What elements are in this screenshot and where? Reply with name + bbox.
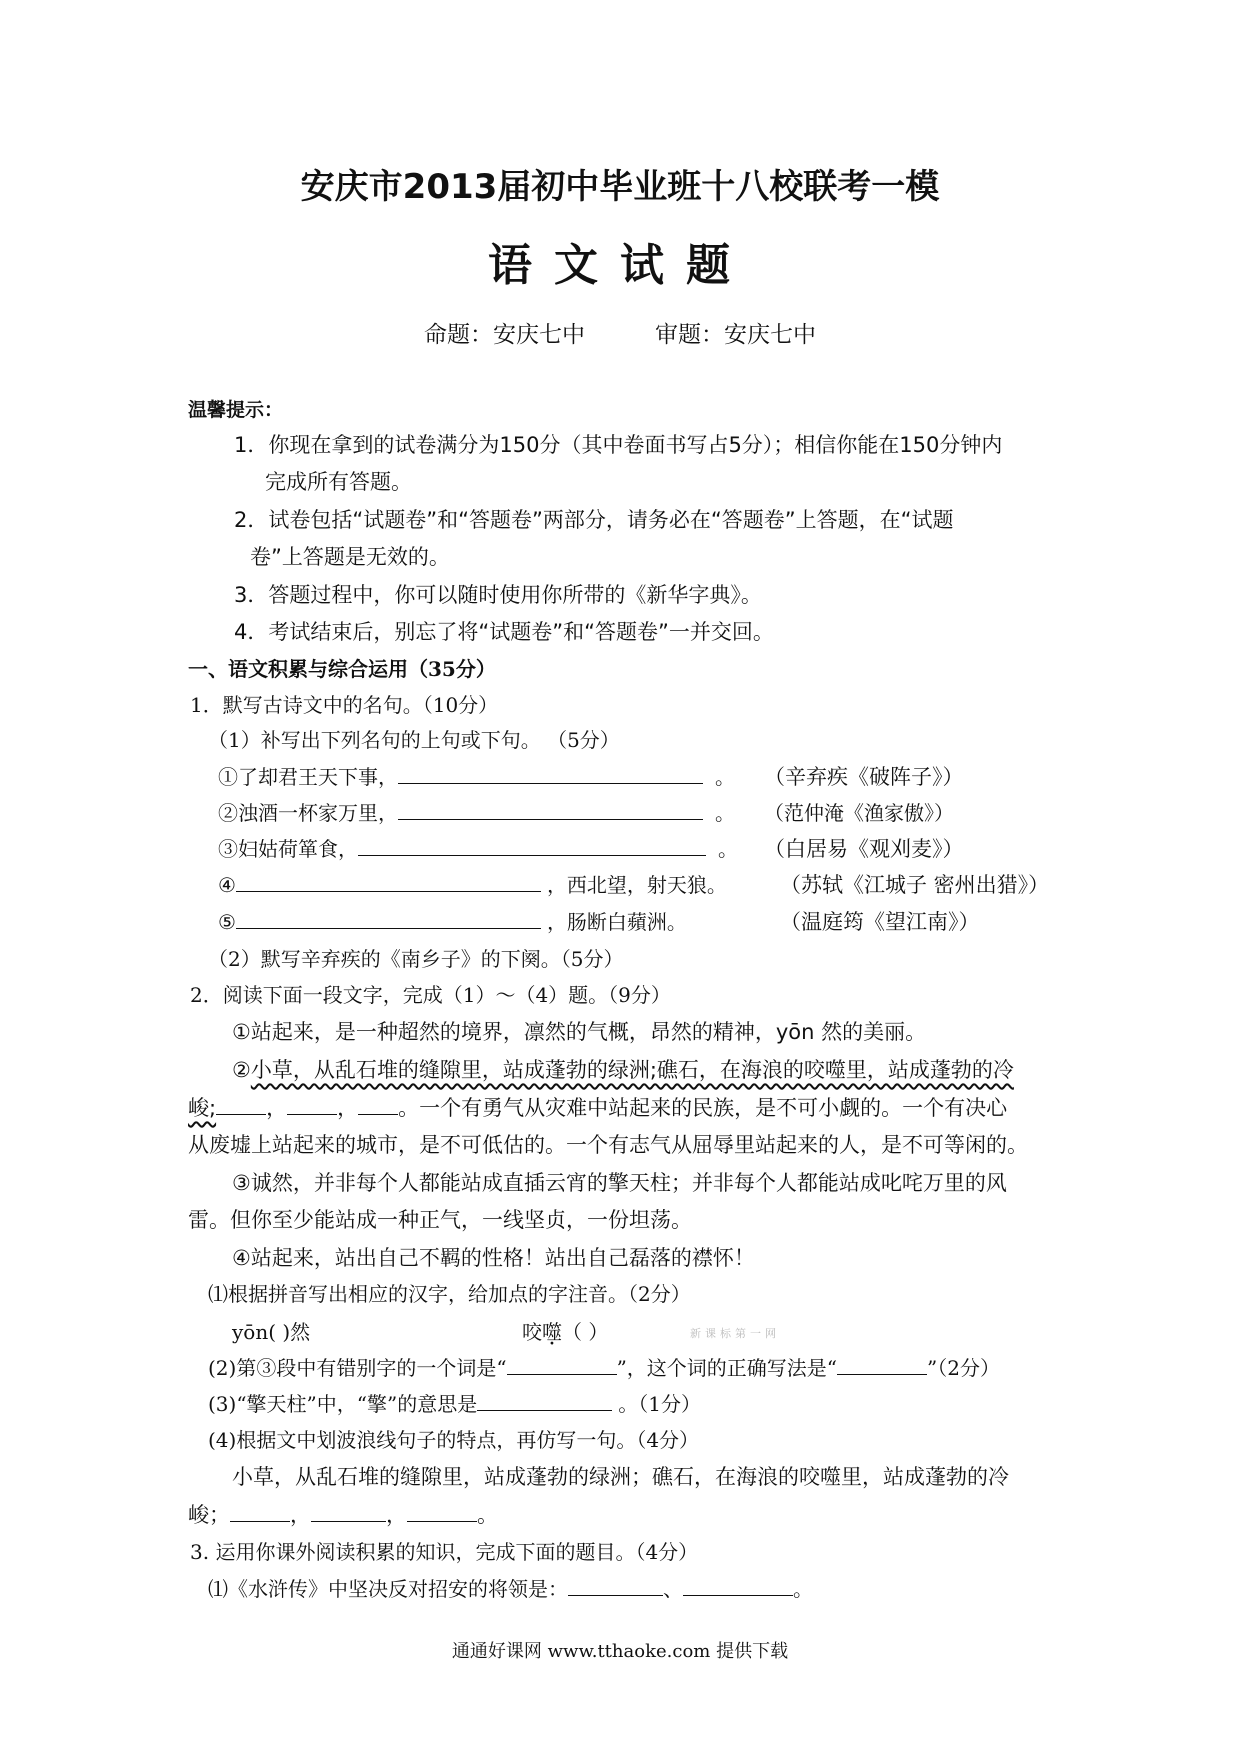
q2-sub1: ⑴根据拼音写出相应的汉字，给加点的字注音。（2分）: [208, 1282, 691, 1306]
q1-source-1: （辛弃疾《破阵子》）: [764, 765, 964, 789]
q1-blank-5[interactable]: [236, 908, 541, 929]
q1-line-5-text: ，肠断白蘋洲。: [546, 910, 687, 934]
q2-sub3-text-b: 。（1分）: [618, 1392, 701, 1416]
q1-line-2: [218, 798, 735, 828]
q2-sub2-blank-1[interactable]: [507, 1354, 617, 1375]
q1-source-3: （白居易《观刈麦》）: [764, 837, 964, 861]
q2-sub1-answer-b: [522, 1317, 608, 1347]
notice-item-4: 4．考试结束后，别忘了将“试题卷”和“答题卷”一并交回。: [234, 620, 774, 644]
q1-line-5-num: ⑤: [218, 910, 236, 934]
q2-sub4-blank-3[interactable]: [407, 1501, 477, 1522]
exam-credits: [0, 318, 1240, 352]
notice-item-3: 3．答题过程中，你可以随时使用你所带的《新华字典》。: [234, 583, 762, 607]
q2-sub1-word-post: （ ）: [562, 1320, 609, 1344]
q2-wavy-sentence-end: 峻;: [188, 1096, 217, 1120]
q2-p2-blank-1[interactable]: [216, 1094, 266, 1115]
q1-sub2: （2）默写辛弃疾的《南乡子》的下阕。（5分）: [208, 947, 624, 971]
q2-paragraph-2-line-1: [232, 1055, 1014, 1085]
q2-sub4-end: 。: [477, 1503, 498, 1527]
notice-item-2-cont: 卷”上答题是无效的。: [250, 545, 450, 569]
exam-subtitle: 语文试题: [488, 240, 752, 291]
proposer: 命题：安庆七中: [424, 322, 585, 348]
q1-line-1-text: ①了却君王天下事，: [218, 765, 398, 789]
q2-sub4-example: 小草，从乱石堆的缝隙里，站成蓬勃的绿洲；礁石，在海浪的咬噬里，站成蓬勃的冷: [232, 1465, 1009, 1489]
q3-sub1-blank-1[interactable]: [568, 1575, 663, 1596]
q1-line-3: [218, 834, 738, 864]
q2-sub3: [208, 1389, 701, 1419]
q2-wavy-sentence: 小草，从乱石堆的缝隙里，站成蓬勃的绿洲;礁石，在海浪的咬噬里，站成蓬勃的冷: [250, 1058, 1014, 1082]
notice-item-1-cont: 完成所有答题。: [265, 470, 412, 494]
q3-sub1-end: 。: [793, 1577, 813, 1601]
q1-line-4: [218, 870, 727, 900]
q2-paragraph-4: ④站起来，站出自己不羁的性格！站出自己磊落的襟怀！: [232, 1246, 755, 1270]
q1-line-1: [218, 762, 735, 792]
q3-sub1-blank-2[interactable]: [683, 1575, 793, 1596]
q2-paragraph-1: ①站起来，是一种超然的境界，凛然的气概，昂然的精神，yōn 然的美丽。: [232, 1020, 927, 1044]
q1-line-4-num: ④: [218, 873, 236, 897]
reviewer: 审题：安庆七中: [655, 322, 816, 348]
q2-p2-blank-3[interactable]: [358, 1094, 398, 1115]
q2-paragraph-2-line-2: [188, 1093, 1007, 1123]
q2-sub4-example-end: 峻；: [188, 1503, 230, 1527]
q1-line-3-text: ③妇姑荷箪食，: [218, 837, 358, 861]
q2-sub3-text-a: (3)“擎天柱”中，“擎”的意思是: [208, 1392, 478, 1416]
q2-sub2-text-c: ”（2分）: [927, 1356, 1000, 1380]
q2-sub4-sep-2: ，: [386, 1503, 407, 1527]
q2-sub1-word-pre: 咬: [522, 1320, 542, 1344]
q1-line-5: [218, 907, 687, 937]
q2-sub4-blank-2[interactable]: [311, 1501, 386, 1522]
q2-title: 2．阅读下面一段文字，完成（1）～（4）题。（9分）: [190, 983, 671, 1007]
notice-item-1: 1．你现在拿到的试卷满分为150分（其中卷面书写占5分）；相信你能在150分钟内: [234, 433, 1003, 457]
q1-blank-3[interactable]: [358, 835, 706, 856]
q1-line-2-text: ②浊酒一杯家万里，: [218, 801, 398, 825]
q2-sub2-text-b: ”，这个词的正确写法是“: [616, 1356, 838, 1380]
q1-source-2: （范仲淹《渔家傲》）: [764, 801, 954, 825]
q2-sub1-dotted-char: 噬: [542, 1320, 562, 1344]
q3-sub1-text: ⑴《水浒传》中坚决反对招安的将领是：: [208, 1577, 568, 1601]
page-footer: 通通好课网 www.tthaoke.com 提供下载: [451, 1641, 789, 1662]
q2-paragraph-3-line-2: 雷。但你至少能站成一种正气，一线坚贞，一份坦荡。: [188, 1208, 692, 1232]
q3-title: 3. 运用你课外阅读积累的知识，完成下面的题目。（4分）: [190, 1540, 699, 1564]
q2-sub2-text-a: (2)第③段中有错别字的一个词是“: [208, 1356, 507, 1380]
q1-blank-2[interactable]: [398, 799, 703, 820]
q2-paragraph-2-line-3: 从废墟上站起来的城市，是不可低估的。一个有志气从屈辱里站起来的人，是不可等闲的。: [188, 1133, 1028, 1157]
q1-blank-1[interactable]: [398, 763, 703, 784]
q2-sub4-answer-line: [188, 1500, 498, 1530]
q2-sub2-blank-2[interactable]: [837, 1354, 927, 1375]
q1-line-2-end: 。: [715, 801, 735, 825]
q2-p2-sep-1: ，: [266, 1096, 288, 1120]
notice-item-2: 2．试卷包括“试题卷”和“答题卷”两部分，请务必在“答题卷”上答题，在“试题: [234, 508, 954, 532]
q2-p2-sep-2: ，: [337, 1096, 359, 1120]
q1-title: 1．默写古诗文中的名句。（10分）: [190, 693, 499, 717]
q1-line-4-text: ，西北望，射天狼。: [546, 873, 727, 897]
q1-line-3-end: 。: [718, 837, 738, 861]
q1-sub1: （1）补写出下列名句的上句或下句。 （5分）: [208, 728, 620, 752]
q3-sub1: [208, 1574, 813, 1604]
q2-sub2: [208, 1353, 1000, 1383]
section-1-heading: 一、语文积累与综合运用（35分）: [188, 657, 496, 681]
watermark: 新课标第一网: [690, 1327, 780, 1340]
q2-sub4: (4)根据文中划波浪线句子的特点，再仿写一句。（4分）: [208, 1428, 700, 1452]
q1-source-5: （温庭筠《望江南》）: [780, 910, 980, 934]
q2-p2-rest: 。一个有勇气从灾难中站起来的民族，是不可小觑的。一个有决心: [398, 1096, 1008, 1120]
q3-sub1-sep: 、: [663, 1577, 683, 1601]
q2-sub3-blank[interactable]: [477, 1390, 612, 1411]
q1-line-1-end: 。: [715, 765, 735, 789]
notice-heading: 温馨提示：: [188, 399, 284, 421]
q2-sub4-sep-1: ，: [290, 1503, 311, 1527]
exam-title: 安庆市2013届初中毕业班十八校联考一模: [300, 167, 940, 207]
q2-paragraph-3-line-1: ③诚然，并非每个人都能站成直插云宵的擎天柱；并非每个人都能站成叱咤万里的风: [232, 1171, 1007, 1195]
q2-p2-number: ②: [232, 1058, 251, 1082]
q2-p2-blank-2[interactable]: [287, 1094, 337, 1115]
q2-sub1-answer-a: yōn( )然: [232, 1320, 311, 1344]
q1-blank-4[interactable]: [236, 871, 541, 892]
q2-sub4-blank-1[interactable]: [230, 1501, 290, 1522]
q1-source-4: （苏轼《江城子 密州出猎》）: [780, 873, 1050, 897]
